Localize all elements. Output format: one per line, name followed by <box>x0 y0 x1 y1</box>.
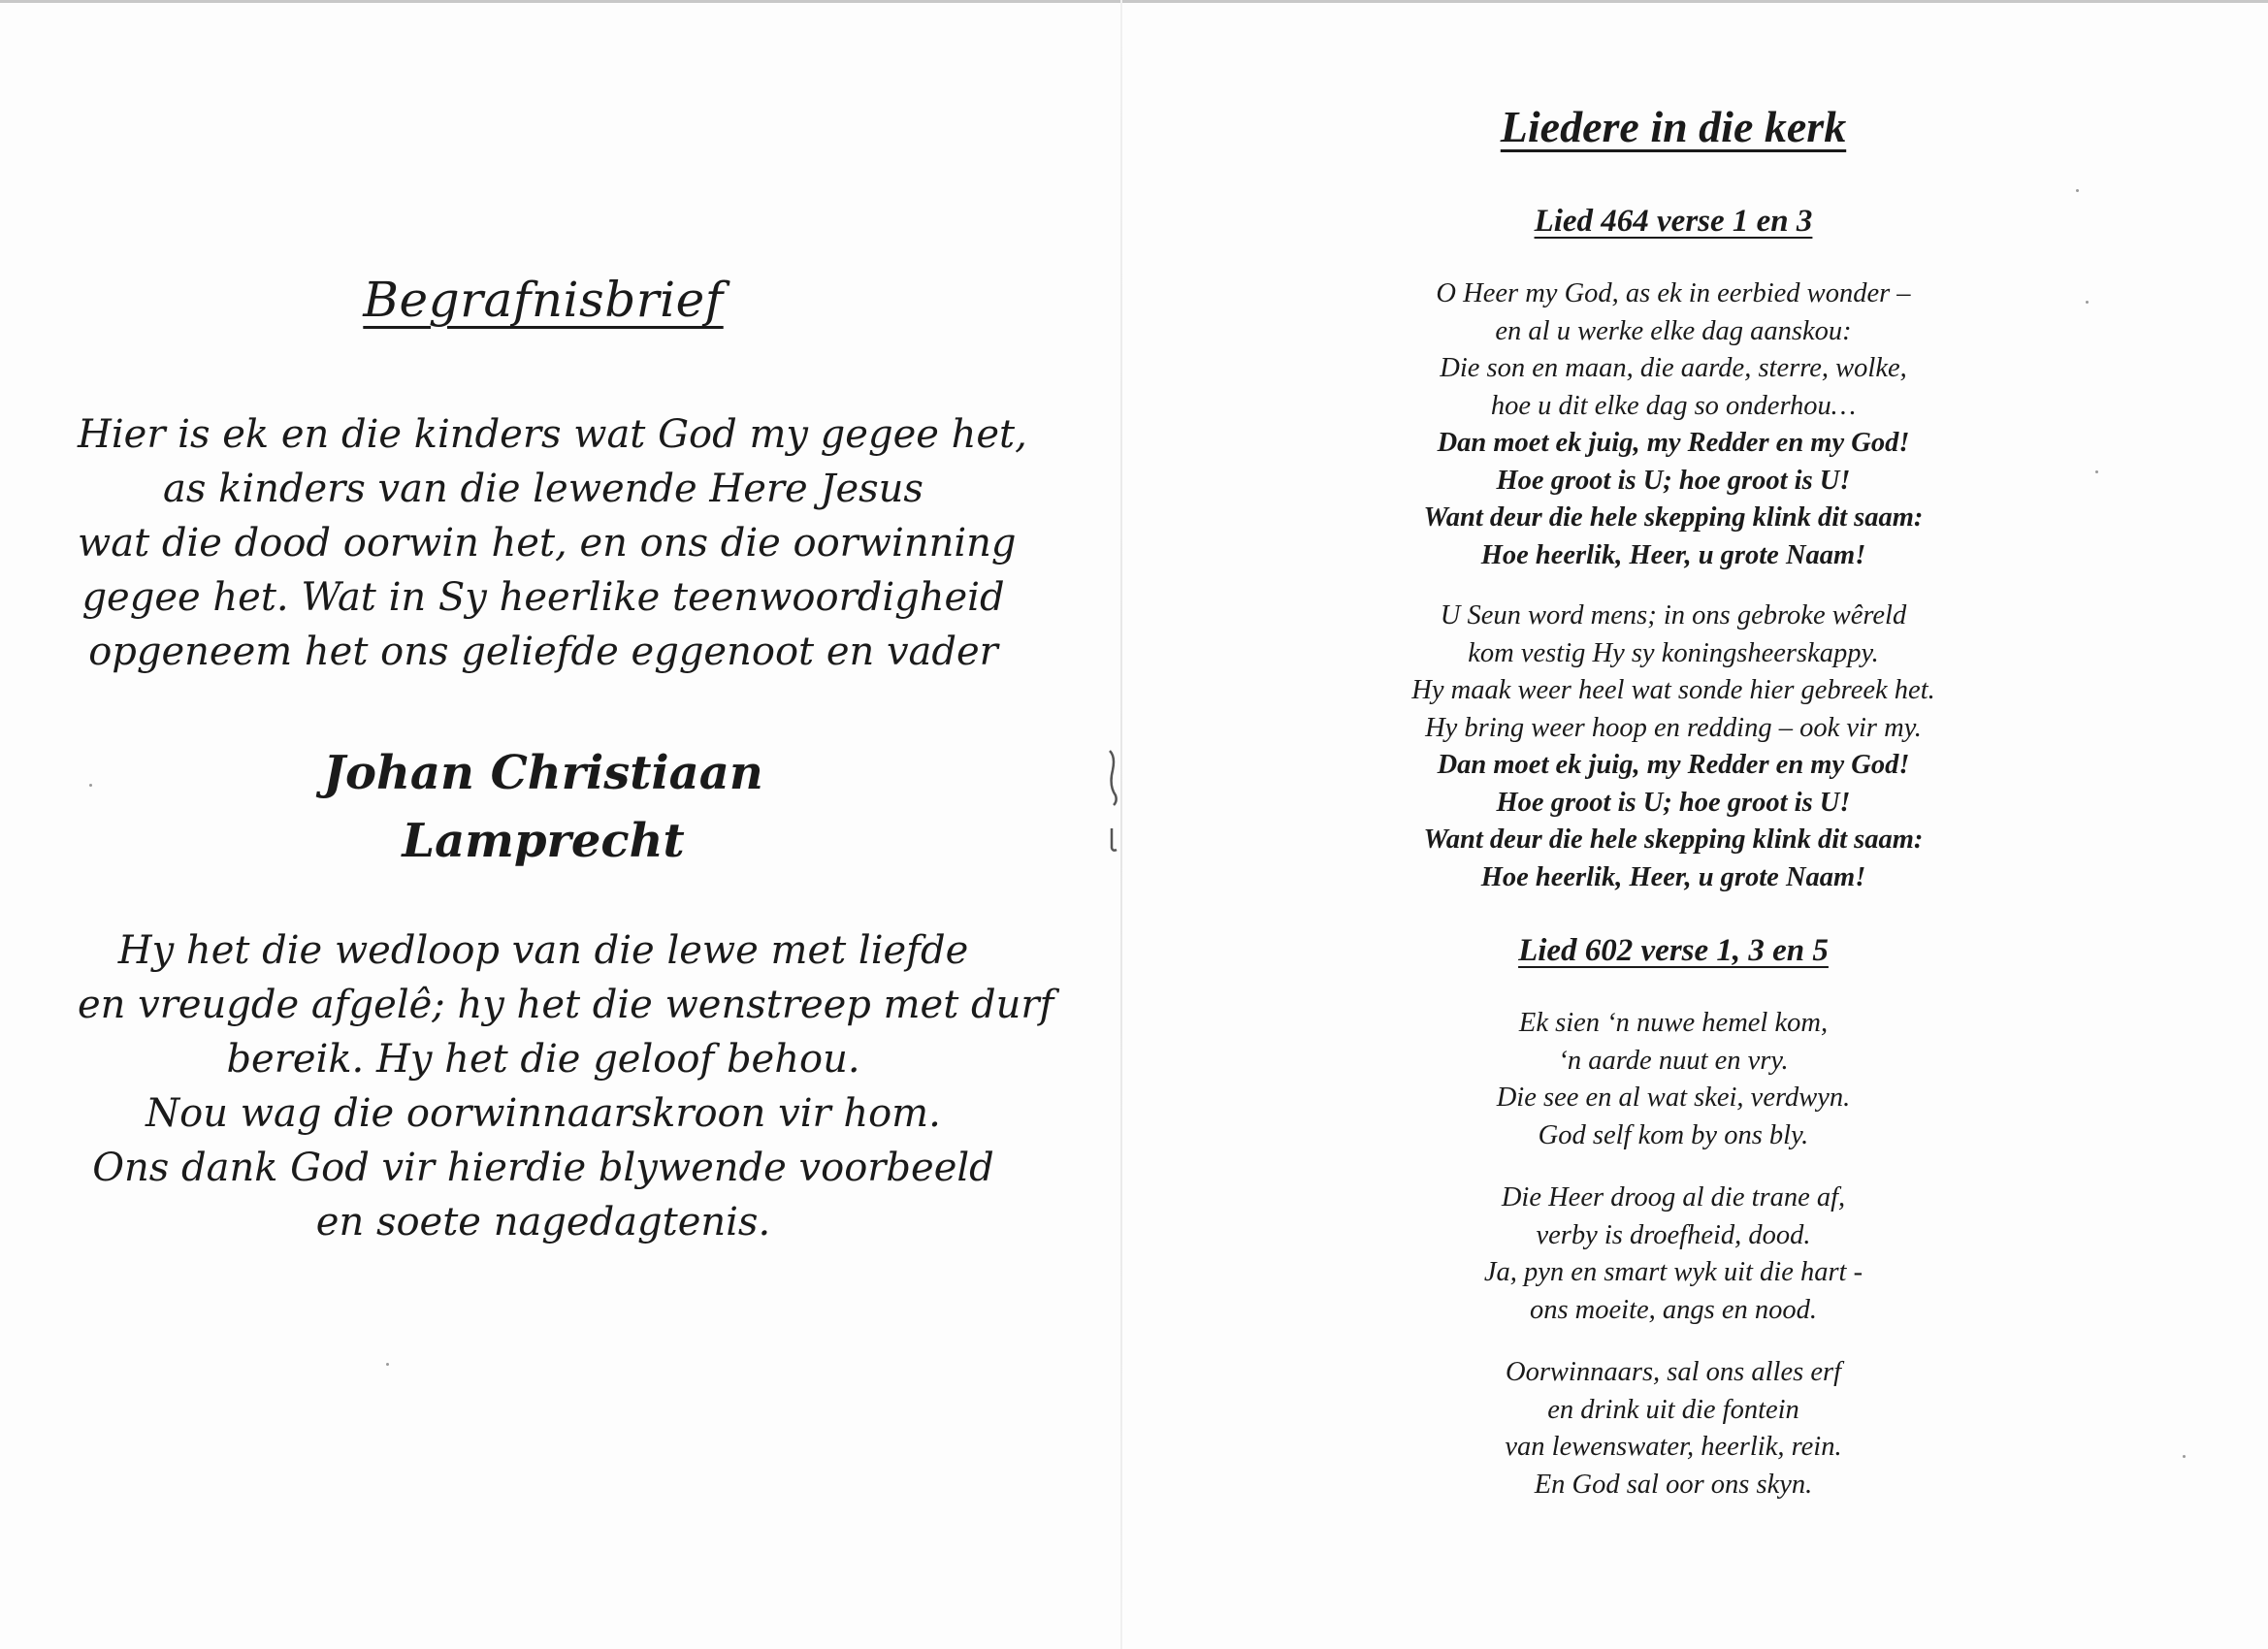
chorus-line: Dan moet ek juig, my Redder en my God! <box>1437 750 1910 780</box>
chorus-line: Want deur die hele skepping klink dit saam: <box>1423 824 1924 855</box>
chorus-line: Dan moet ek juig, my Redder en my God! <box>1437 428 1910 458</box>
verse-line: Die see en al wat skei, verdwyn. <box>1496 1083 1851 1113</box>
verse-line: Die son en maan, die aarde, sterre, wolke, <box>1440 353 1907 383</box>
tribute-line: en vreugde afgelê; hy het die wenstreep met durf <box>78 983 1054 1027</box>
verse-line: God self kom by ons bly. <box>1538 1119 1809 1150</box>
church-songs-title: Liedere in die kerk <box>1500 102 1847 151</box>
chorus-line: Hoe heerlik, Heer, u grote Naam! <box>1480 539 1866 570</box>
verse-line: Hy maak weer heel wat sonde hier gebreek het. <box>1411 675 1935 705</box>
chorus-line: Want deur die hele skepping klink dit saam: <box>1423 502 1924 533</box>
verse-line: Ek sien ‘n nuwe hemel kom, <box>1518 1008 1829 1038</box>
tribute-line: Ons dank God vir hierdie blywende voorbeeld <box>92 1146 994 1190</box>
hymn-stanza <box>1232 1180 2115 1329</box>
hymn-stanza <box>1232 1005 2115 1154</box>
verse-line: hoe u dit elke dag so onderhou… <box>1490 390 1857 421</box>
verse-line: Oorwinnaars, sal ons alles erf <box>1506 1357 1841 1387</box>
scan-speck <box>2183 1455 2186 1458</box>
funeral-letter-panel <box>78 0 1054 1649</box>
deceased-name-line: Lamprecht <box>402 814 685 868</box>
deceased-name-line: Johan Christiaan <box>323 746 763 800</box>
verse-line: verby is droefheid, dood. <box>1536 1219 1811 1250</box>
tribute-line: bereik. Hy het die geloof behou. <box>226 1037 860 1082</box>
verse-line: Ja, pyn en smart wyk uit die hart - <box>1483 1257 1863 1287</box>
hymn-heading: Lied 602 verse 1, 3 en 5 <box>1518 933 1829 968</box>
funeral-letter-tribute <box>78 923 1054 1249</box>
verse-line: ‘n aarde nuut en vry. <box>1558 1045 1789 1076</box>
tribute-line: Nou wag die oorwinnaarskroon vir hom. <box>146 1091 941 1136</box>
church-songs-panel <box>1232 0 2115 1649</box>
tribute-line: en soete nagedagtenis. <box>315 1200 771 1245</box>
verse-line: en drink uit die fontein <box>1547 1394 1799 1425</box>
verse-line: Hy bring weer hoop en redding – ook vir my. <box>1425 712 1922 743</box>
chorus-line: Hoe groot is U; hoe groot is U! <box>1496 465 1851 496</box>
staple-icon <box>1104 747 1123 854</box>
verse-line: Die Heer droog al die trane af, <box>1501 1182 1846 1212</box>
funeral-letter-intro <box>78 407 1027 679</box>
intro-line: opgeneem het ons geliefde eggenoot en vader <box>88 630 998 674</box>
verse-line: O Heer my God, as ek in eerbied wonder – <box>1436 278 1911 308</box>
tribute-line: Hy het die wedloop van die lewe met liefde <box>117 928 969 973</box>
intro-line: gegee het. Wat in Sy heerlike teenwoordigheid <box>81 575 1005 620</box>
hymn-stanza <box>1232 275 2115 574</box>
deceased-name <box>78 739 1009 875</box>
intro-line: Hier is ek en die kinders wat God my gegee het, <box>78 412 1027 457</box>
hymn-stanza <box>1232 598 2115 896</box>
verse-line: kom vestig Hy sy koningsheerskappy. <box>1468 637 1879 668</box>
verse-line: van lewenswater, heerlik, rein. <box>1505 1432 1842 1462</box>
verse-line: en al u werke elke dag aanskou: <box>1495 315 1852 346</box>
verse-line: ons moeite, angs en nood. <box>1529 1294 1818 1325</box>
intro-line: as kinders van die lewende Here Jesus <box>163 467 923 511</box>
chorus-line: Hoe groot is U; hoe groot is U! <box>1496 787 1851 818</box>
hymn-heading: Lied 464 verse 1 en 3 <box>1534 204 1813 239</box>
intro-line: wat die dood oorwin het, en ons die oorwinning <box>78 521 1017 566</box>
verse-line: U Seun word mens; in ons gebroke wêreld <box>1440 600 1907 630</box>
chorus-line: Hoe heerlik, Heer, u grote Naam! <box>1480 861 1866 892</box>
hymn-stanza <box>1232 1354 2115 1504</box>
verse-line: En God sal oor ons skyn. <box>1534 1469 1813 1500</box>
funeral-letter-title: Begrafnisbrief <box>363 272 724 328</box>
